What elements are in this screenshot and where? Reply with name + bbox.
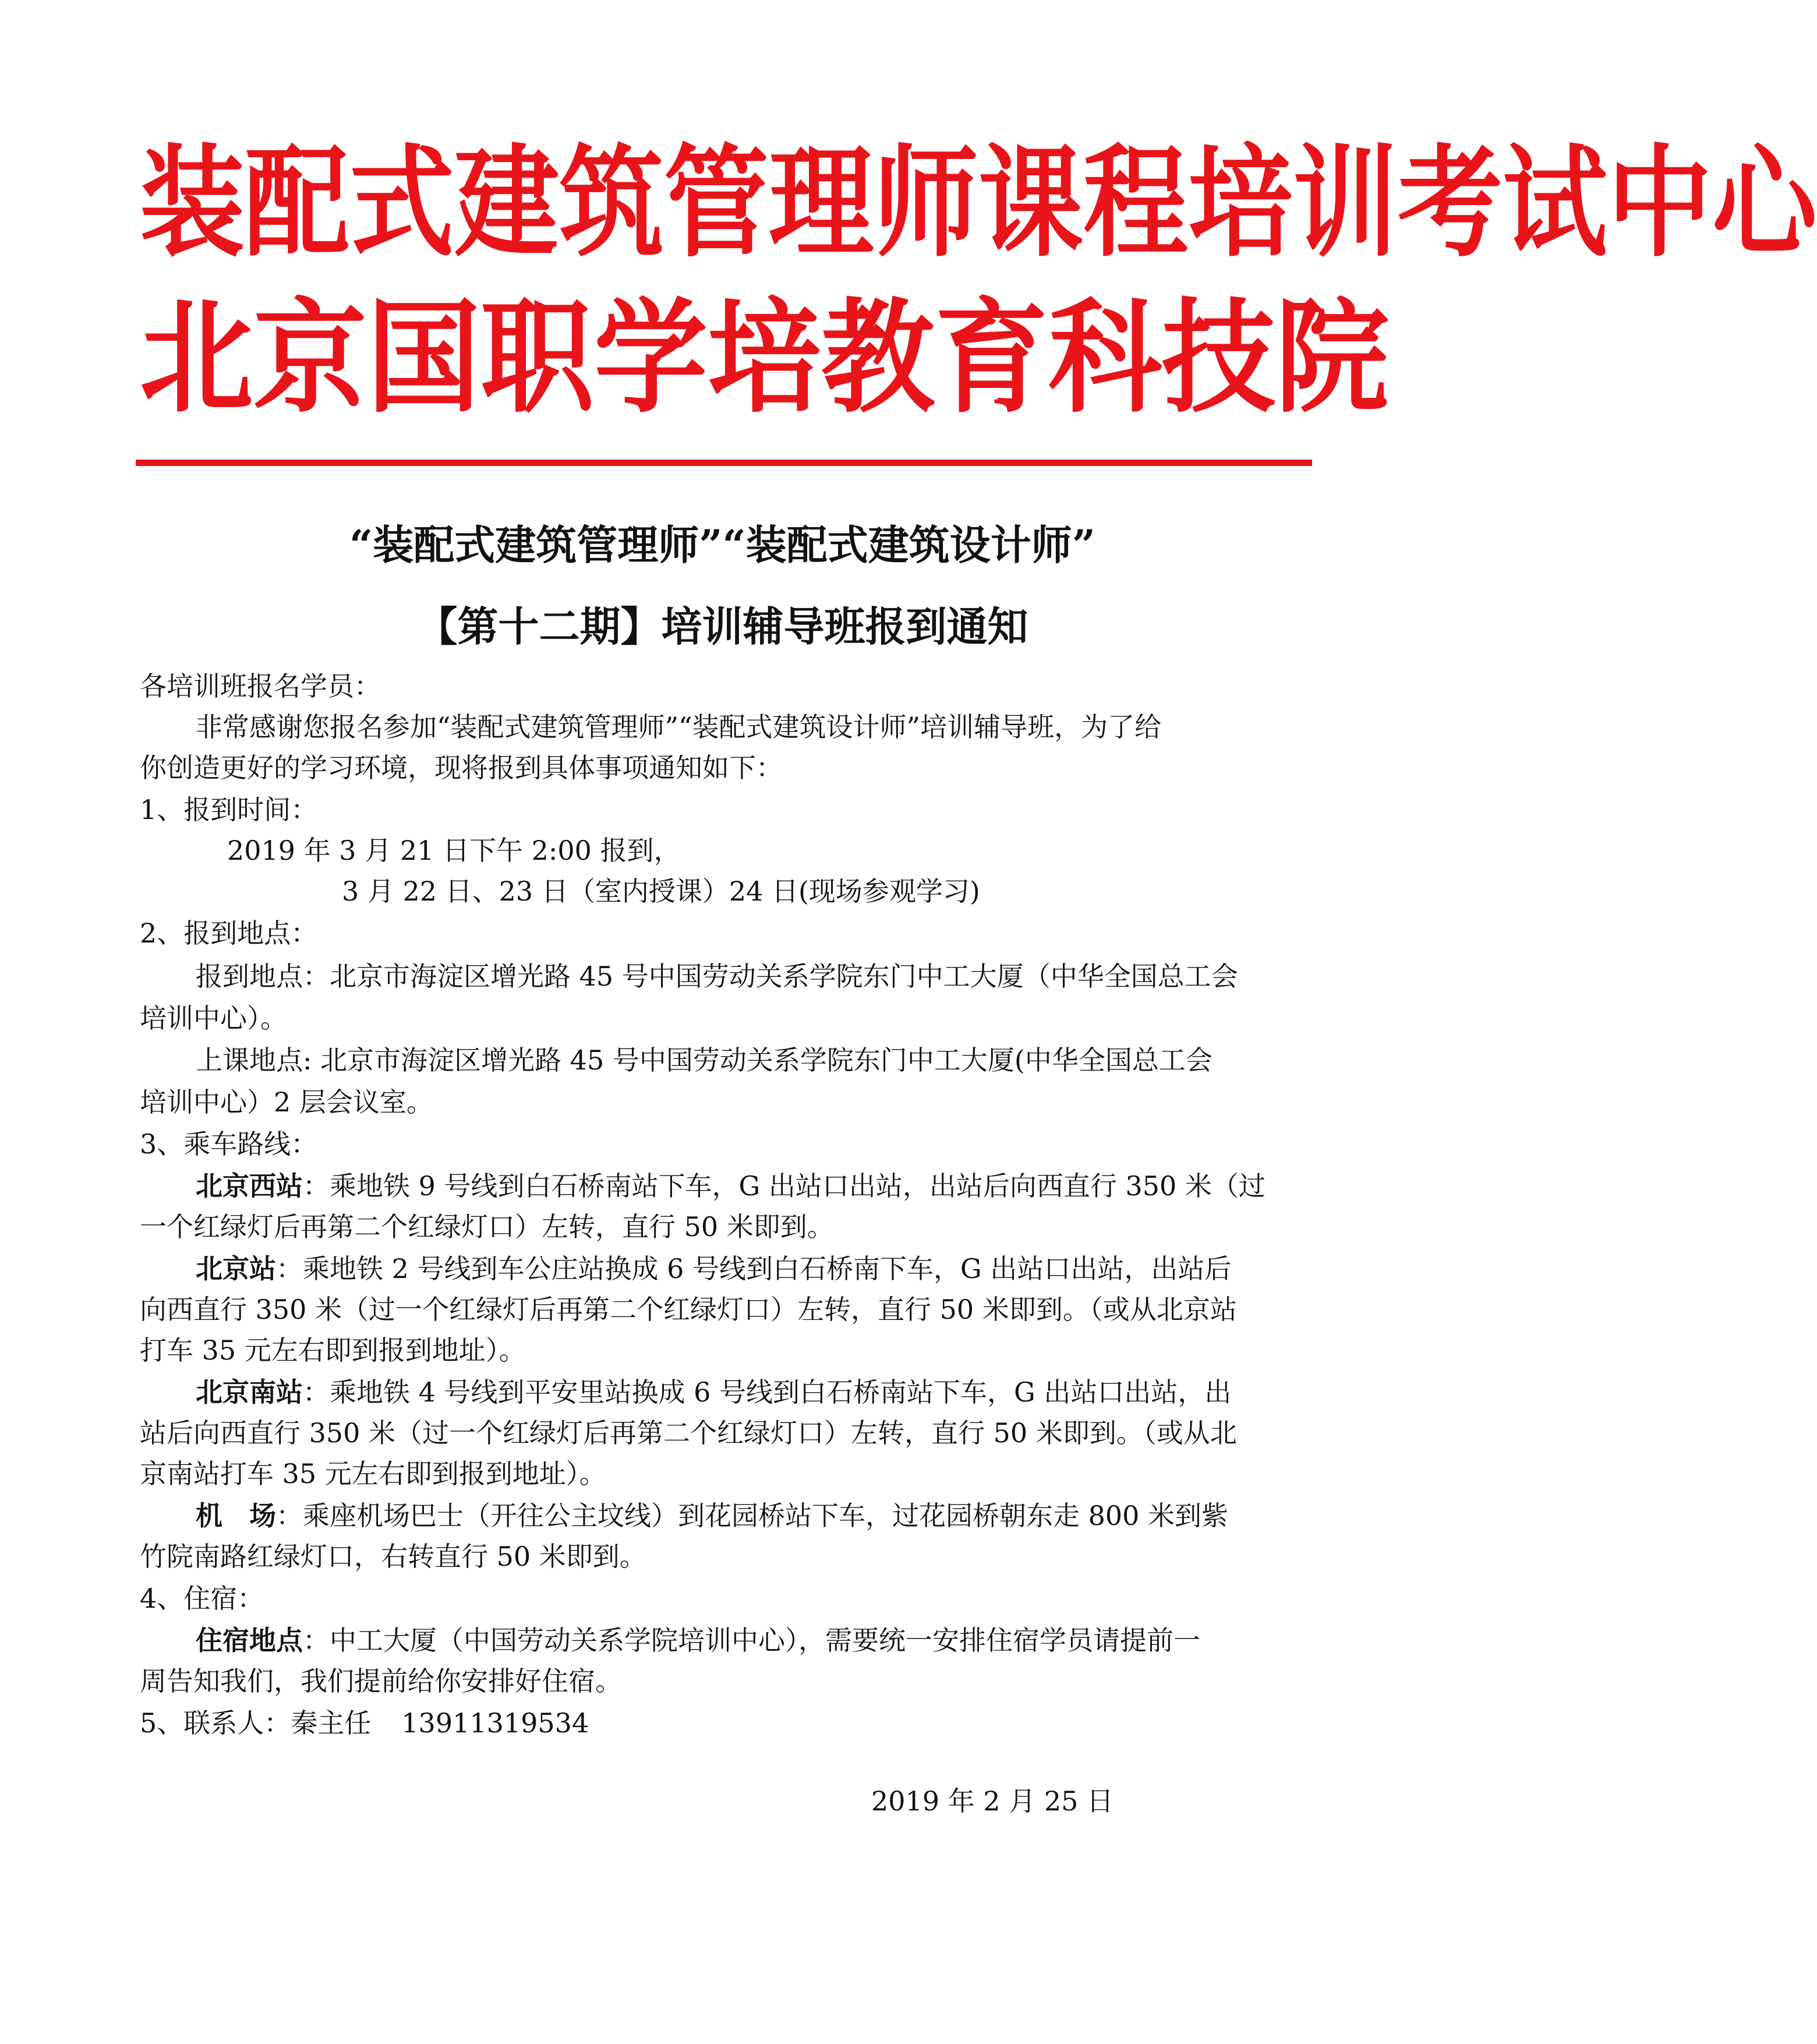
- report-time-line-2: 3 月 22 日、23 日（室内授课）24 日(现场参观学习): [342, 876, 980, 907]
- contact-phone: 13911319534: [401, 1707, 589, 1739]
- route-west-label: 北京西站: [196, 1170, 303, 1202]
- lodging-label: 住宿地点: [196, 1625, 303, 1656]
- notice-date: 2019 年 2 月 25 日: [871, 1785, 1113, 1817]
- route-south-line-3: 京南站打车 35 元左右即到报到地址）。: [140, 1458, 606, 1489]
- section-3-heading: 3、乘车路线：: [140, 1128, 318, 1160]
- route-main-label: 北京站: [196, 1253, 276, 1284]
- lodging-line-2: 周告知我们，我们提前给你安排好住宿。: [140, 1665, 622, 1697]
- lodging-line-1: 住宿地点：中工大厦（中国劳动关系学院培训中心），需要统一安排住宿学员请提前一: [196, 1625, 1200, 1656]
- section-2-heading: 2、报到地点：: [140, 917, 318, 949]
- title-line-2: 【第十二期】培训辅导班报到通知: [416, 602, 1028, 651]
- route-airport-line-1: 机 场：乘座机场巴士（开往公主坟线）到花园桥站下车，过花园桥朝东走 800 米到紫: [196, 1500, 1229, 1531]
- greeting: 各培训班报名学员：: [140, 670, 381, 702]
- route-west-line-1: 北京西站：乘地铁 9 号线到白石桥南站下车，G 出站口出站，出站后向西直行 350 米（过: [196, 1170, 1265, 1202]
- section-1-heading: 1、报到时间：: [140, 794, 318, 825]
- report-location-line-1: 报到地点：北京市海淀区增光路 45 号中国劳动关系学院东门中工大厦（中华全国总工会: [196, 961, 1238, 992]
- route-south-line-2: 站后向西直行 350 米（过一个红绿灯后再第二个红绿灯口）左转，直行 50 米即到。（或从北: [140, 1417, 1237, 1449]
- header-line-2: 北京国职学培教育科技院: [140, 286, 1389, 430]
- route-main-line-3: 打车 35 元左右即到报到地址）。: [140, 1335, 526, 1366]
- title-line-1: “装配式建筑管理师”“装配式建筑设计师”: [349, 521, 1096, 569]
- section-4-heading: 4、住宿：: [140, 1583, 264, 1614]
- route-main-line-2: 向西直行 350 米（过一个红绿灯后再第二个红绿灯口）左转，直行 50 米即到。（或从北京站: [140, 1294, 1237, 1325]
- intro-line-2: 你创造更好的学习环境，现将报到具体事项通知如下：: [140, 752, 783, 783]
- header-divider: [136, 460, 1312, 466]
- report-time-line-1: 2019 年 3 月 21 日下午 2:00 报到，: [227, 835, 681, 866]
- route-south-label: 北京南站: [196, 1376, 303, 1408]
- route-west-line-2: 一个红绿灯后再第二个红绿灯口）左转，直行 50 米即到。: [140, 1211, 834, 1242]
- contact-label: 5、联系人：秦主任: [140, 1707, 372, 1739]
- class-location-line-1: 上课地点: 北京市海淀区增光路 45 号中国劳动关系学院东门中工大厦(中华全国总工会: [196, 1044, 1212, 1076]
- intro-line-1: 非常感谢您报名参加“装配式建筑管理师”“装配式建筑设计师”培训辅导班，为了给: [196, 711, 1162, 743]
- route-airport-line-2: 竹院南路红绿灯口，右转直行 50 米即到。: [140, 1541, 646, 1572]
- route-main-line-1: 北京站：乘地铁 2 号线到车公庄站换成 6 号线到白石桥南下车，G 出站口出站，出站后: [196, 1253, 1232, 1284]
- class-location-line-2: 培训中心）2 层会议室。: [140, 1086, 433, 1118]
- header-line-1: 装配式建筑管理师课程培训考试中心: [140, 133, 1817, 274]
- route-airport-label: 机 场: [196, 1500, 276, 1531]
- route-south-line-1: 北京南站：乘地铁 4 号线到平安里站换成 6 号线到白石桥南站下车，G 出站口出站，出: [196, 1376, 1232, 1408]
- report-location-line-2: 培训中心）。: [140, 1002, 287, 1034]
- contact-line: [140, 1706, 589, 1741]
